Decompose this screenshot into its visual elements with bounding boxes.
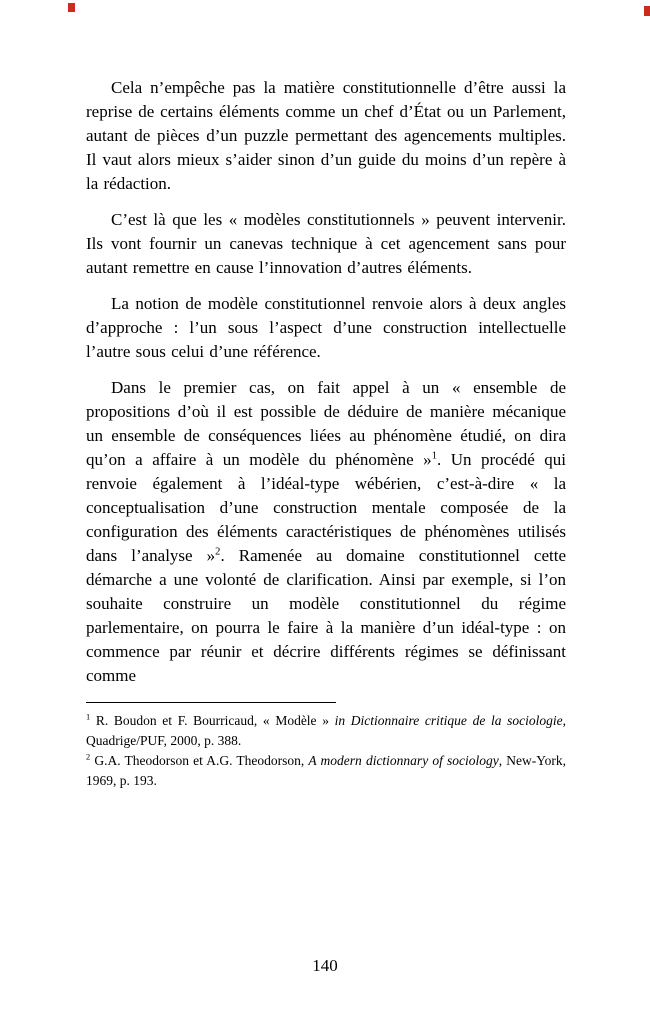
paragraph [86,208,566,280]
footnote-ref: 1 [431,450,437,462]
text-run: in Dictionnaire critique de la sociologie [334,713,563,728]
footnote-ref: 2 [86,752,91,762]
footnote-ref: 2 [215,546,221,558]
body-paragraphs [86,76,566,688]
text-run: Dans le premier cas, on fait appel à un « ensemble de propositions d’où il est possible de déduire de manière mécanique un ensemble de conséquences liées au phénomène étudié, on dira qu’on a affaire à un modèle du phénomène » [86,378,566,469]
text-run: A modern dictionnary of sociology [308,753,499,768]
page-number: 140 [312,956,338,975]
text-run: C’est là que les « modèles constitutionnels » peuvent intervenir. Ils vont fournir un canevas technique à cet agencement sans pour autant remettre en cause l’innovation d’autres éléments. [86,210,566,277]
text-run: Cela n’empêche pas la matière constitutionnelle d’être aussi la reprise de certains éléments comme un chef d’État ou un Parlement, autant de pièces d’un puzzle permettant des agencements multiples. Il vaut alors mieux s’aider sinon d’un guide du moins d’un repère à la rédaction. [86,78,566,193]
footnote [86,751,566,791]
text-run: R. Boudon et F. Bourricaud, « Modèle » [90,713,335,728]
footnote [86,711,566,751]
footnotes [86,711,566,791]
text-run: La notion de modèle constitutionnel renvoie alors à deux angles d’approche : l’un sous l’aspect d’une construction intellectuelle l’autre sous celui d’une référence. [86,294,566,361]
scan-artifact-left [68,3,75,12]
footnote-ref: 1 [86,712,91,722]
text-run: . Ramenée au domaine constitutionnel cette démarche a une volonté de clarification. Ainsi par exemple, si l’on souhaite construire un modèle constitutionnel du régime parlementaire, on pourra le faire à la manière d’un idéal-type : on commence par réunir et décrire différents régimes se définissant comme [86,546,566,685]
paragraph [86,292,566,364]
text-run: . Un procédé qui renvoie également à l’idéal-type wébérien, c’est-à-dire « la conceptualisation d’une construction mentale composée de la configuration des éléments caractéristiques de phénomènes utilisés dans l’analyse » [86,450,566,565]
text-run: , Quadrige/PUF, 2000, p. 388. [86,713,566,748]
paragraph [86,76,566,196]
paragraph [86,376,566,688]
text-run: G.A. Theodorson et A.G. Theodorson, [90,753,309,768]
footnote-separator [86,702,336,703]
scan-artifact-right [644,6,650,16]
text-run: , New-York, 1969, p. 193. [86,753,566,788]
